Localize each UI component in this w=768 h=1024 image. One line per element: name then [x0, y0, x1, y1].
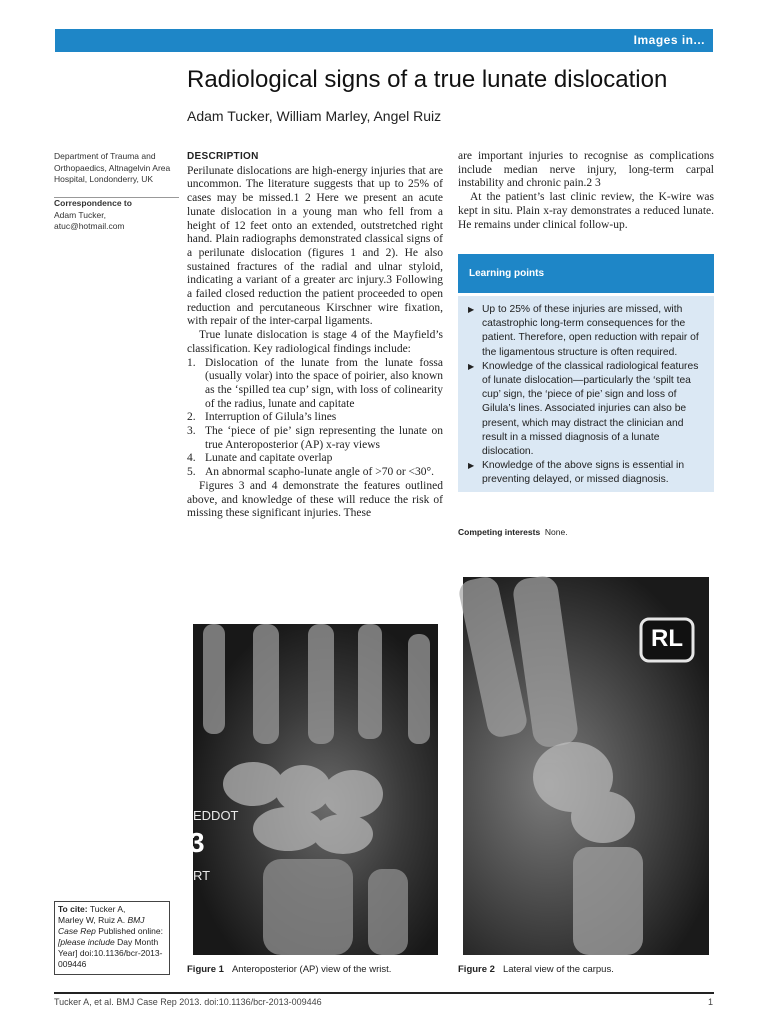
xray-marker-side: RT: [193, 868, 211, 883]
figure-2-caption: Figure 2 Lateral view of the carpus.: [458, 964, 614, 975]
xray-marker-glyph: 3: [189, 827, 205, 858]
list-item: 2. Interruption of Gilula’s lines: [187, 411, 337, 424]
paragraph-mayfield: True lunate dislocation is stage 4 of the Mayfield’s classification. Key radiological findings include:: [187, 329, 443, 355]
learning-points-header: [458, 254, 714, 293]
footer-citation: Tucker A, et al. BMJ Case Rep 2013. doi:10.1136/bcr-2013-009446: [54, 997, 322, 1007]
xray-marker-text: EDDOT: [193, 808, 239, 823]
body-column-left: [187, 150, 443, 521]
body-column-right: [458, 150, 714, 232]
competing-interests: Competing interests None.: [458, 527, 568, 537]
learning-points-box: [458, 296, 714, 492]
bullet-icon: ▶: [468, 461, 475, 471]
figure-1-caption: Figure 1 Anteroposterior (AP) view of the wrist.: [187, 964, 392, 975]
paragraph-complications: are important injuries to recognise as complications include median nerve injury, long-term carpal instability and chronic pain.2 3: [458, 150, 714, 190]
article-authors: Adam Tucker, William Marley, Angel Ruiz: [187, 108, 442, 124]
page-number: 1: [707, 997, 713, 1007]
learning-point: ▶ Up to 25% of these injuries are missed, with catastrophic long-term consequences for the patient. Therefore, open reduction with repair of the ligamentous structure is often required.: [468, 304, 699, 358]
paragraph-figures: Figures 3 and 4 demonstrate the features outlined above, and knowledge of these will reduce the risk of missing these significant injuries. These: [187, 479, 443, 520]
article-title: Radiological signs of a true lunate dislocation: [187, 66, 668, 93]
learning-point: ▶ Knowledge of the above signs is essential in preventing delayed, or missed diagnosis.: [468, 460, 685, 486]
correspondence: [54, 197, 179, 233]
paragraph-followup: At the patient’s last clinic review, the K-wire was kept in situ. Plain x-ray demonstrates a reduced lunate. He remains under clinical follow-up.: [458, 191, 714, 231]
description-heading: DESCRIPTION: [187, 151, 259, 162]
section-label: Images in...: [633, 33, 705, 47]
learning-point: ▶ Knowledge of the classical radiological features of lunate dislocation—particularly the ‘spilt tea cup’ sign, the ‘piece of pie’ sign and loss of Gilula’s lines. Associated injuries can also be present, which may distract the clinician and result in a missed diagnosis of a lunate dislocation.: [468, 360, 699, 458]
wrist-ap-image: [193, 624, 438, 955]
bullet-icon: ▶: [468, 361, 475, 371]
list-item: 5. An abnormal scapho-lunate angle of >70 or <30°.: [187, 466, 434, 479]
findings-list: [187, 357, 443, 480]
bullet-icon: ▶: [468, 305, 475, 314]
paragraph-intro: Perilunate dislocations are high-energy injuries that are uncommon. The literature suggests that up to 25% of cases may be missed.1 2 Here we present an acute lunate dislocation in a young man who fell from a height of 12 feet onto an extended, outstretched right hand. Plain radiographs demonstrated classical signs of a perilunate dislocation (figures 1 and 2). He also sustained fractures of the radial and ulnar styloid, indicating a variant of a greater arc injury.3 Following a failed closed reduction the patient proceeded to open reduction and percutaneous Kirschner wire fixation, with repair of the inter-carpal ligaments.: [187, 164, 443, 328]
affiliation: Department of Trauma and Orthopaedics, Altnagelvin Area Hospital, Londonderry, UK: [54, 151, 171, 184]
figure-2-xray: [463, 577, 709, 955]
correspondence-email[interactable]: atuc@hotmail.com: [54, 221, 125, 231]
footer-rule: [54, 992, 714, 994]
citation-box: To cite: Tucker A, Marley W, Ruiz A. BMJ Case Rep Published online: [please include Day Month Year] doi:10.1136/bcr-2013-009446: [54, 901, 170, 975]
list-item: 3. The ‘piece of pie’ sign representing the lunate on true Anteroposterior (AP) x-ray views: [187, 425, 443, 451]
xray-side-marker: RL: [651, 625, 683, 652]
correspondence-heading: Correspondence to: [54, 198, 132, 208]
figure-1-xray: [189, 624, 438, 955]
section-banner: [55, 29, 713, 52]
list-item: 4. Lunate and capitate overlap: [187, 452, 333, 465]
list-item: 1. Dislocation of the lunate from the lunate fossa (usually volar) into the space of poirier, also known as the ‘spilled tea cup’ sign, with loss of colinearity of the radius, lunate and capitate: [187, 356, 443, 410]
learning-points-heading: Learning points: [469, 268, 544, 279]
correspondence-name: Adam Tucker,: [54, 209, 106, 220]
